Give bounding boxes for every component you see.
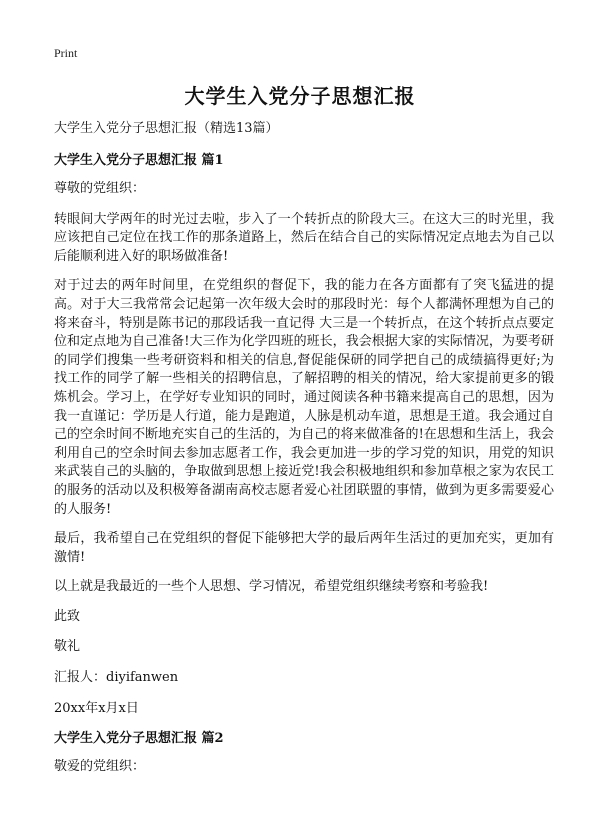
- paragraph-2: 对于过去的两年时间里，在党组织的督促下，我的能力在各方面都有了突飞猛进的提高。对于大三我常常会记起第一次年级大会时的那段时光：每个人都满怀理想为自己的将来奋斗，特别是陈书记的那段话我一直记得 大三是一个转折点，在这个转折点点要定位和定点地为自己准备!大三作为化学四班的班长，我会根据大家的实际情况，为要考研的同学们搜集一些考研资料和相关的信息,督促能保研的同学把自己的成绩搞得更好;为找工作的同学了解一些相关的招聘信息，了解招聘的相关的情况，给大家提前更多的锻炼机会。学习上，在学好专业知识的同时，通过阅读各种书籍来提高自己的思想，因为我一直谨记：学历是人行道，能力是跑道，人脉是机动车道，思想是王道。我会通过自己的空余时间不断地充实自己的生活的，为自己的将来做准备的!在思想和生活上，我会利用自己的空余时间去参加志愿者工作，我会更加进一步的学习党的知识，用党的知识来武装自己的头脑的，争取做到思想上接近党!我会积极地组织和参加草根之家为农民工的服务的活动以及积极筹备湖南高校志愿者爱心社团联盟的事情，做到为更多需要爱心的人服务!: [54, 278, 554, 517]
- section-heading-1: 大学生入党分子思想汇报 篇1: [54, 153, 224, 168]
- print-label[interactable]: Print: [54, 46, 78, 60]
- section-heading-2: 大学生入党分子思想汇报 篇2: [54, 731, 224, 747]
- closing-salute: 此致: [54, 608, 81, 624]
- salutation-1: 尊敬的党组织：: [54, 181, 146, 196]
- reporter-line: 汇报人：diyifanwen: [54, 670, 179, 686]
- document-subtitle: 大学生入党分子思想汇报（精选13篇）: [54, 121, 279, 136]
- document-title: 大学生入党分子思想汇报: [184, 84, 416, 108]
- salutation-2: 敬爱的党组织：: [54, 759, 146, 775]
- paragraph-1: 转眼间大学两年的时光过去啦，步入了一个转折点的阶段大三。在这大三的时光里，我应该把自己定位在找工作的那条道路上，然后在结合自己的实际情况定点地去为自己以后能顺利进入好的职场做准备!: [54, 211, 554, 264]
- paragraph-3: 最后，我希望自己在党组织的督促下能够把大学的最后两年生活过的更加充实，更加有激情!: [54, 531, 554, 565]
- document-body: [54, 120, 554, 789]
- paragraph-4: 以上就是我最近的一些个人思想、学习情况，希望党组织继续考察和考验我!: [54, 579, 489, 595]
- closing-regards: 敬礼: [54, 639, 81, 655]
- date-line: 20xx年x月x日: [54, 700, 139, 716]
